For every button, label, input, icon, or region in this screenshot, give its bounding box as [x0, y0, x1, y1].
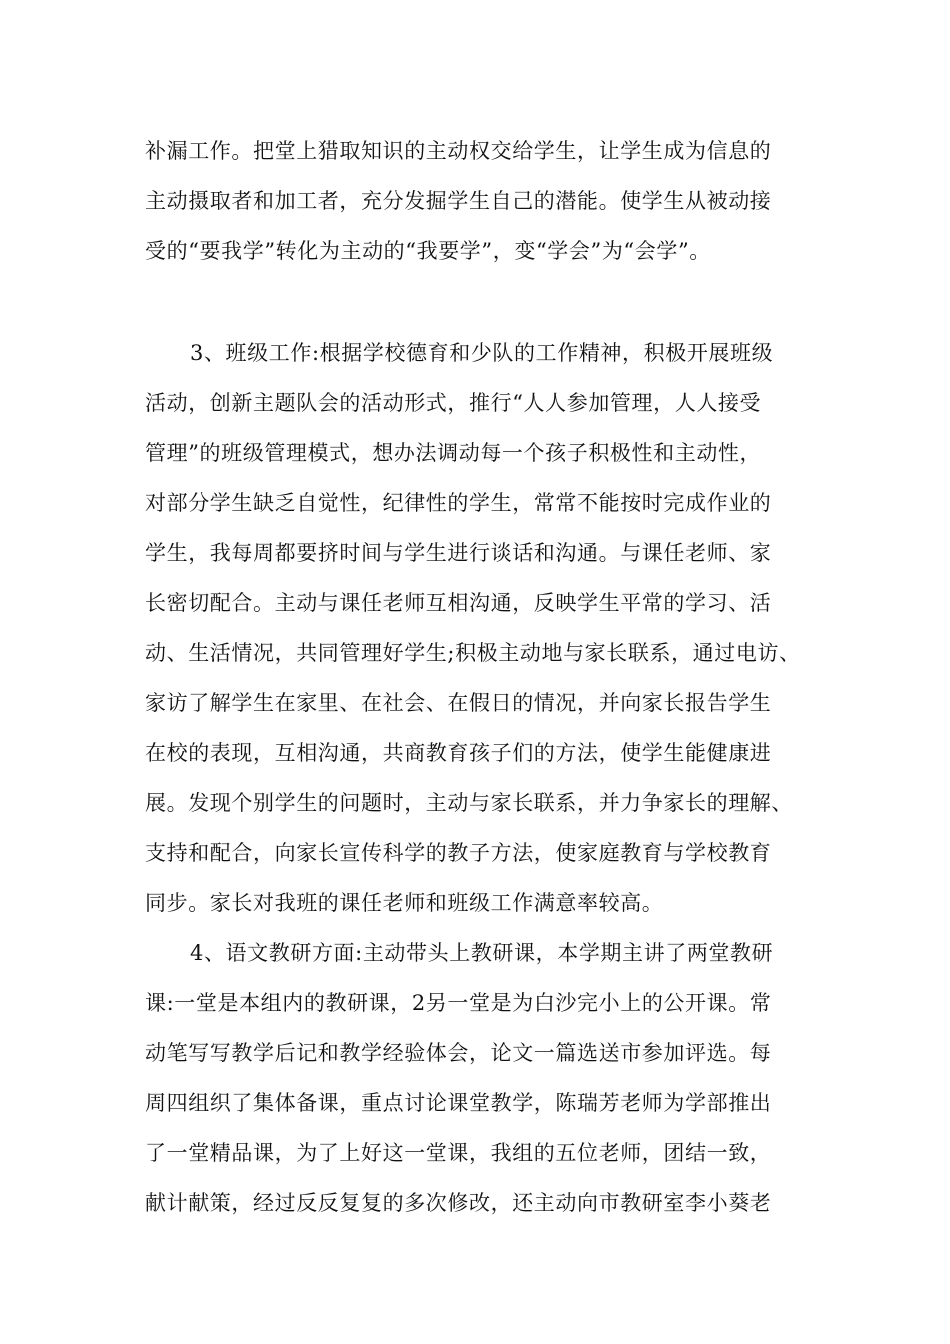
text-line: 长密切配合。主动与课任老师互相沟通，反映学生平常的学习、活 — [145, 591, 772, 615]
text-line: 课:一堂是本组内的教研课，2另一堂是为白沙完小上的公开课。常 — [145, 991, 772, 1015]
text-line: 动、生活情况，共同管理好学生;积极主动地与家长联系，通过电访、 — [145, 641, 801, 665]
text-line: 动笔写写教学后记和教学经验体会，论文一篇选送市参加评选。每 — [145, 1041, 772, 1065]
text-line: 展。发现个别学生的问题时，主动与家长联系，并力争家长的理解、 — [145, 791, 793, 815]
text-line: 支持和配合，向家长宣传科学的教子方法，使家庭教育与学校教育 — [145, 841, 772, 865]
text-line: 周四组织了集体备课，重点讨论课堂教学，陈瑞芳老师为学部推出 — [145, 1091, 772, 1115]
text-line: 同步。家长对我班的课任老师和班级工作满意率较高。 — [145, 891, 664, 915]
text-line: 3、班级工作:根据学校德育和少队的工作精神，积极开展班级 — [190, 341, 774, 365]
text-line: 补漏工作。把堂上猎取知识的主动权交给学生，让学生成为信息的 — [145, 139, 772, 163]
text-line: 活动，创新主题队会的活动形式，推行“人人参加管理，人人接受 — [145, 391, 762, 415]
text-line: 受的“要我学”转化为主动的“我要学”，变“学会”为“会学”。 — [145, 239, 711, 263]
text-line: 4、语文教研方面:主动带头上教研课，本学期主讲了两堂教研 — [190, 941, 774, 965]
text-line: 学生，我每周都要挤时间与学生进行谈话和沟通。与课任老师、家 — [145, 541, 772, 565]
text-line: 家访了解学生在家里、在社会、在假日的情况，并向家长报告学生 — [145, 691, 772, 715]
text-line: 在校的表现，互相沟通，共商教育孩子们的方法，使学生能健康进 — [145, 741, 772, 765]
text-line: 管理”的班级管理模式，想办法调动每一个孩子积极性和主动性， — [145, 441, 762, 465]
text-line: 对部分学生缺乏自觉性，纪律性的学生，常常不能按时完成作业的 — [145, 491, 772, 515]
text-line: 了一堂精品课，为了上好这一堂课，我组的五位老师，团结一致， — [145, 1141, 772, 1165]
text-line: 献计献策，经过反反复复的多次修改，还主动向市教研室李小葵老 — [145, 1191, 772, 1215]
text-line: 主动摄取者和加工者，充分发掘学生自己的潜能。使学生从被动接 — [145, 189, 772, 213]
